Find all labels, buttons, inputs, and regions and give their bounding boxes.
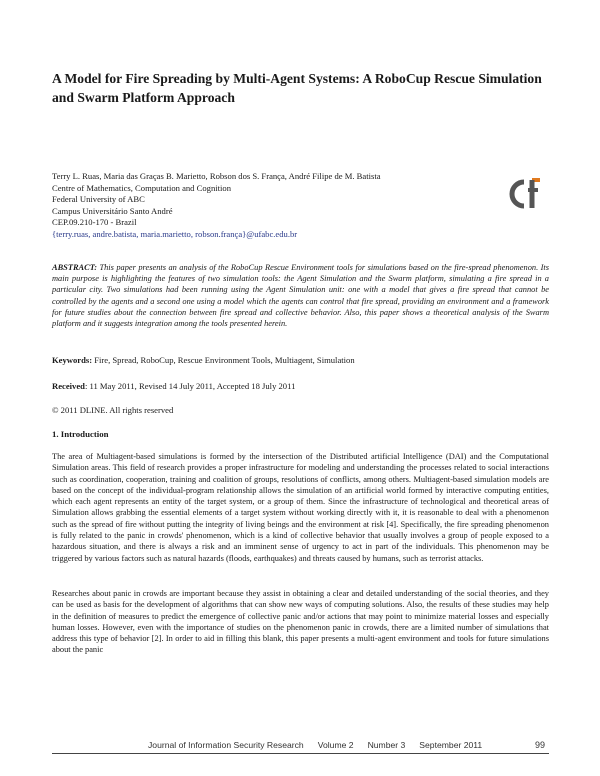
- paper-title: A Model for Fire Spreading by Multi-Agent Systems: A RoboCup Rescue Simulation and Swarm Platform Approach: [52, 71, 542, 105]
- journal-footer: [148, 740, 548, 750]
- received-label: Received: [52, 381, 85, 391]
- postal-code: CEP.09.210-170 - Brazil: [52, 217, 137, 228]
- author-names: Terry L. Ruas, Maria das Graças B. Marietto, Robson dos S. França, André Filipe de M. Batista: [52, 171, 381, 181]
- received-line: [52, 381, 295, 392]
- section-heading-introduction: 1. Introduction: [52, 429, 109, 439]
- page-number: 99: [535, 740, 546, 750]
- keywords-label: Keywords:: [52, 355, 93, 365]
- affiliation-line-2: Federal University of ABC: [52, 194, 145, 205]
- introduction-paragraph-1: The area of Multiagent-based simulations is formed by the intersection of the Distributed artificial Intelligence (DAI) and the Computational Simulation areas. This field of research provides a proper infrastructure for modeling and understanding the processes related to social interactions such as coordination, cooperation, training and coalition of groups, resolutions of conflicts, among others. Multiagent-based simulation models are based on the concept of the individual-program relationship allows the simulation of an artificial world formed by interactive computing entities, which each agent represents an entity of the target system, or a group of them. Since the infrastructure of technological and theoretical areas of Simulation allows grabbing the essential elements of a target system without working directly with it, it is reasonable to deal with a phenomenon such as the spread of fire without putting the integrity of living beings and the environment at risk [4]. Specifically, the fire spreading phenomenon is fully related to the panic in crowds' phenomenon, which is a kind of collective behavior that usually involves a group of people exposed to a hazardous situation, and there is always a risk and an imminent sense of urgency to act in part of the individuals. This phenomenon may be triggered by various factors such as natural hazards (floods, earthquakes) and threats caused by humans, such as terrorist attacks.: [52, 452, 549, 563]
- footer-journal-name: Journal of Information Security Research: [148, 740, 304, 750]
- author-emails[interactable]: {terry.ruas, andre.batista, maria.marietto, robson.frança}@ufabc.edu.br: [52, 228, 298, 239]
- copyright-line: © 2011 DLINE. All rights reserved: [52, 405, 174, 415]
- cf-logo-icon: [508, 176, 544, 212]
- keywords-text: Fire, Spread, RoboCup, Rescue Environment Tools, Multiagent, Simulation: [92, 355, 355, 365]
- received-text: : 11 May 2011, Revised 14 July 2011, Accepted 18 July 2011: [84, 381, 296, 391]
- affiliation-line-3: Campus Universitário Santo André: [52, 205, 173, 216]
- footer-number: Number 3: [367, 740, 406, 750]
- affiliation-line-1: Centre of Mathematics, Computation and Cognition: [52, 182, 232, 193]
- footer-volume: Volume 2: [317, 740, 354, 750]
- abstract: [52, 262, 549, 329]
- introduction-paragraph-2: Researches about panic in crowds are important because they assist in obtaining a clear and detailed understanding of the social theories, and they can be used as basis for the development of algorithms that can show new ways of computing solutions. Also, the results of these studies may help in the definition of measures to predict the emergence of collective panic and/or actions that may point to minimize material losses and especially human losses. However, even with the importance of studies on the phenomenon panic in crowds, there are a limited number of simulations that address this type of behavior [2]. In order to aid in filling this blank, this paper presents a multi-agent environment and tools for future simulations about the panic: [52, 589, 549, 655]
- abstract-text: This paper presents an analysis of the RoboCup Rescue Environment tools for simulations based on the fire-spread phenomenon. Its main purpose is highlighting the features of two simulation tools: the Agent Simulation and the Swarm platform, simulating a fire spread in a particular city. Two simulations had been running using the Agent Simulation unit: one with a model that gives a fire spread that cannot be controlled by the agents and a second one using a model which the agents can control that fire spread, providing an environment and a framework for future studies about the connection between fire spread and collective behavior. Also, this paper shows a theoretical analysis of the Swarm platform and it suggests integration among the tools presented herein.: [52, 263, 549, 329]
- footer-divider: [52, 753, 549, 754]
- keywords-line: [52, 355, 355, 366]
- author-block: [52, 171, 492, 241]
- footer-date: September 2011: [419, 740, 483, 750]
- abstract-label: ABSTRACT:: [52, 263, 97, 272]
